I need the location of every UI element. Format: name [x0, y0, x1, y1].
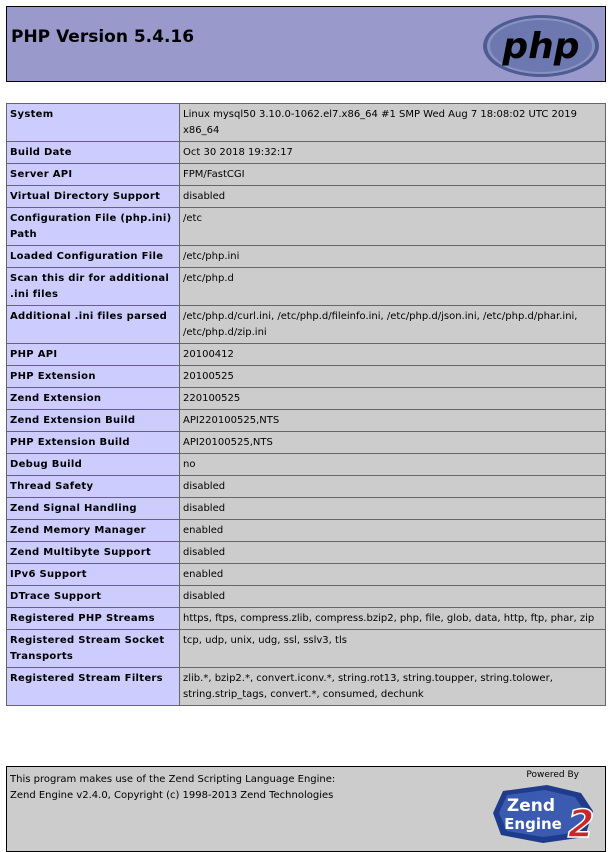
- row-value: disabled: [180, 186, 606, 208]
- table-row: [7, 410, 606, 432]
- table-row: [7, 246, 606, 268]
- row-value: 220100525: [180, 388, 606, 410]
- row-label: DTrace Support: [7, 586, 180, 608]
- table-row: [7, 208, 606, 246]
- table-row: [7, 344, 606, 366]
- row-label: System: [7, 104, 180, 142]
- row-value: FPM/FastCGI: [180, 164, 606, 186]
- row-label: Zend Memory Manager: [7, 520, 180, 542]
- row-value: /etc/php.ini: [180, 246, 606, 268]
- row-label: PHP Extension Build: [7, 432, 180, 454]
- zend-logo-number: 2: [567, 802, 595, 845]
- footer-box: [6, 766, 606, 852]
- row-label: Additional .ini files parsed: [7, 306, 180, 344]
- row-label: IPv6 Support: [7, 564, 180, 586]
- table-row: [7, 498, 606, 520]
- footer-line-2: Zend Engine v2.4.0, Copyright (c) 1998-2013 Zend Technologies: [10, 790, 334, 801]
- row-value: /etc/php.d/curl.ini, /etc/php.d/fileinfo.ini, /etc/php.d/json.ini, /etc/php.d/phar.ini, /etc/php.d/zip.ini: [180, 306, 606, 344]
- table-row: [7, 268, 606, 306]
- zend-logo-word: Zend: [506, 796, 556, 816]
- row-value: disabled: [180, 542, 606, 564]
- row-label: Registered Stream Socket Transports: [7, 630, 180, 668]
- row-value: Oct 30 2018 19:32:17: [180, 142, 606, 164]
- table-row: [7, 586, 606, 608]
- header-bar: [6, 6, 606, 82]
- footer-text: [10, 772, 335, 804]
- row-value: /etc/php.d: [180, 268, 606, 306]
- table-row: [7, 306, 606, 344]
- table-row: [7, 164, 606, 186]
- row-label: Zend Signal Handling: [7, 498, 180, 520]
- row-value: enabled: [180, 564, 606, 586]
- row-label: Virtual Directory Support: [7, 186, 180, 208]
- table-row: [7, 520, 606, 542]
- row-label: Configuration File (php.ini) Path: [7, 208, 180, 246]
- table-row: [7, 454, 606, 476]
- row-label: Server API: [7, 164, 180, 186]
- table-row: [7, 186, 606, 208]
- powered-by-label: Powered By: [526, 770, 579, 780]
- table-row: [7, 476, 606, 498]
- table-row: [7, 608, 606, 630]
- row-label: Zend Extension: [7, 388, 180, 410]
- zend-engine-logo-icon[interactable]: [489, 781, 601, 845]
- php-logo-icon[interactable]: [481, 13, 601, 79]
- table-row: [7, 542, 606, 564]
- row-value: /etc: [180, 208, 606, 246]
- row-label: Zend Multibyte Support: [7, 542, 180, 564]
- table-row: [7, 432, 606, 454]
- row-label: PHP API: [7, 344, 180, 366]
- row-value: https, ftps, compress.zlib, compress.bzip2, php, file, glob, data, http, ftp, phar, zip: [180, 608, 606, 630]
- row-value: disabled: [180, 476, 606, 498]
- row-value: zlib.*, bzip2.*, convert.iconv.*, string.rot13, string.toupper, string.tolower, string.strip_tags, convert.*, consumed, dechunk: [180, 668, 606, 706]
- table-row: [7, 388, 606, 410]
- row-label: Zend Extension Build: [7, 410, 180, 432]
- table-row: [7, 630, 606, 668]
- row-label: PHP Extension: [7, 366, 180, 388]
- table-row: [7, 366, 606, 388]
- table-row: [7, 142, 606, 164]
- row-label: Build Date: [7, 142, 180, 164]
- row-label: Debug Build: [7, 454, 180, 476]
- info-table: [6, 103, 606, 706]
- row-label: Registered Stream Filters: [7, 668, 180, 706]
- footer-line-1: This program makes use of the Zend Scripting Language Engine:: [10, 774, 336, 785]
- engine-logo-word: Engine: [504, 815, 562, 833]
- row-value: no: [180, 454, 606, 476]
- row-label: Registered PHP Streams: [7, 608, 180, 630]
- table-row: [7, 564, 606, 586]
- row-value: disabled: [180, 498, 606, 520]
- php-logo-text: php: [502, 26, 580, 67]
- row-label: Thread Safety: [7, 476, 180, 498]
- row-value: API220100525,NTS: [180, 410, 606, 432]
- row-value: Linux mysql50 3.10.0-1062.el7.x86_64 #1 SMP Wed Aug 7 18:08:02 UTC 2019 x86_64: [180, 104, 606, 142]
- row-value: disabled: [180, 586, 606, 608]
- table-row: [7, 104, 606, 142]
- row-value: 20100525: [180, 366, 606, 388]
- row-value: tcp, udp, unix, udg, ssl, sslv3, tls: [180, 630, 606, 668]
- row-value: API20100525,NTS: [180, 432, 606, 454]
- page-title: PHP Version 5.4.16: [11, 27, 195, 47]
- row-value: enabled: [180, 520, 606, 542]
- table-row: [7, 668, 606, 706]
- row-label: Loaded Configuration File: [7, 246, 180, 268]
- row-value: 20100412: [180, 344, 606, 366]
- row-label: Scan this dir for additional .ini files: [7, 268, 180, 306]
